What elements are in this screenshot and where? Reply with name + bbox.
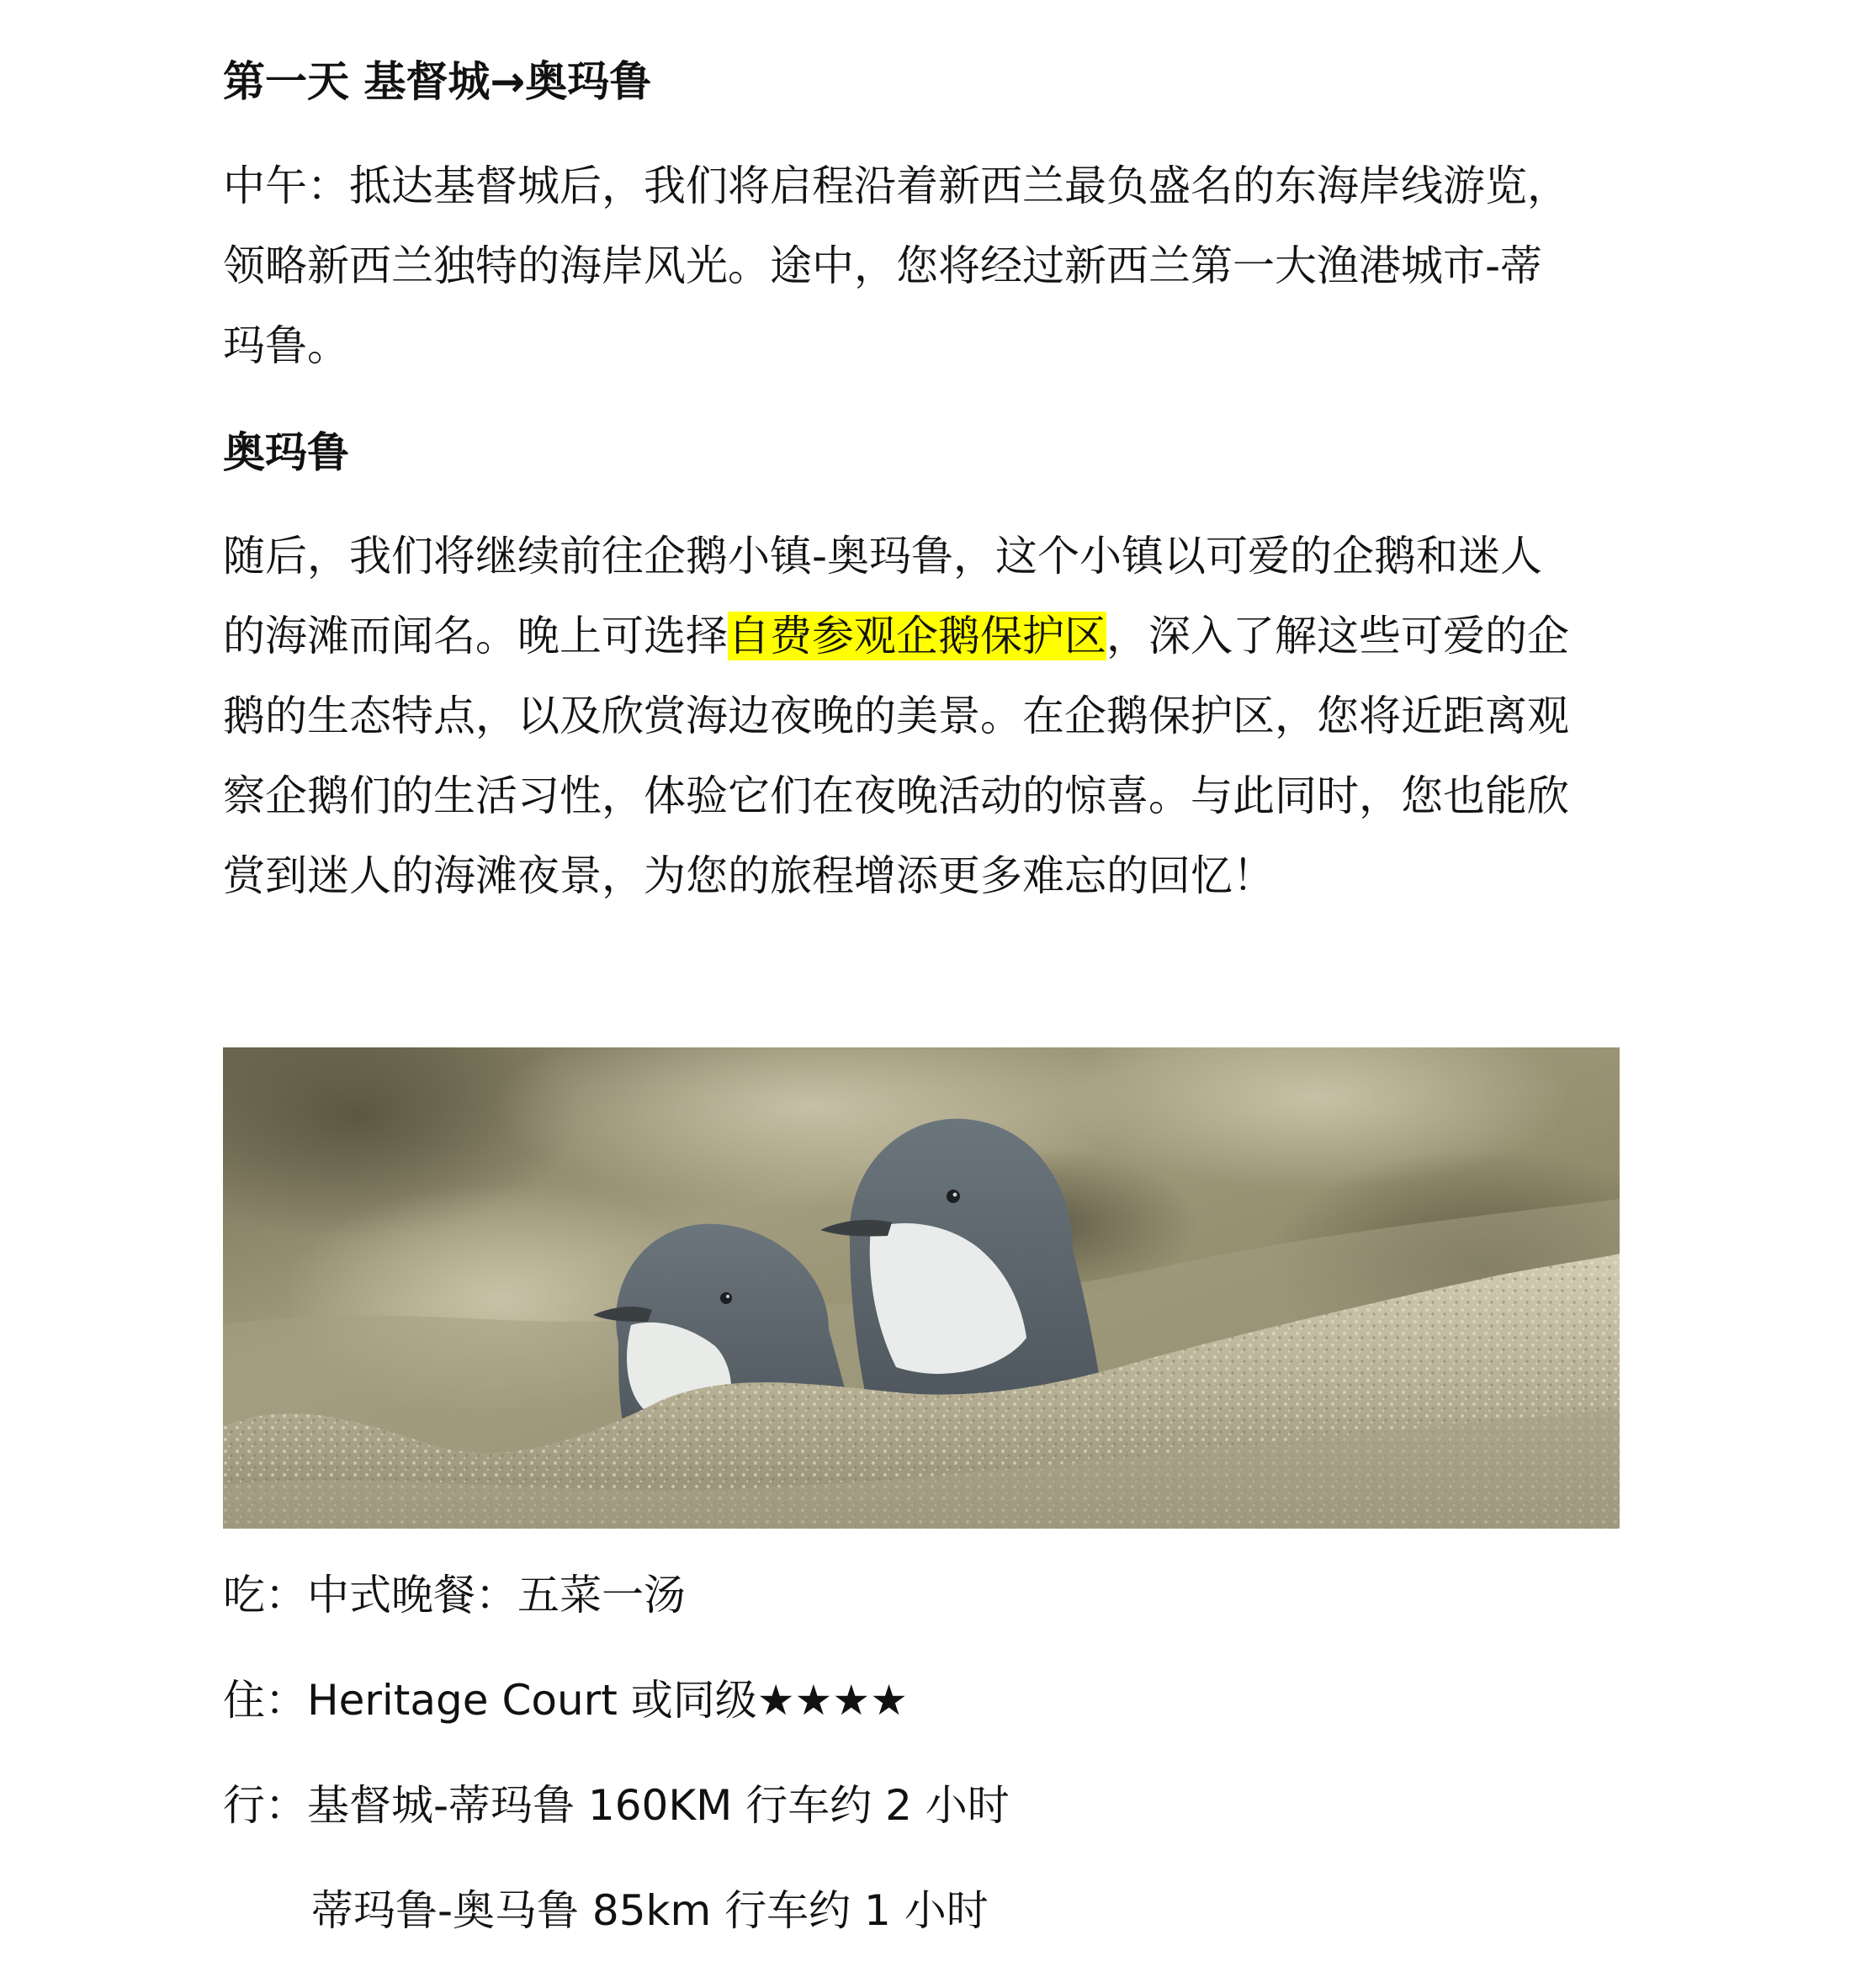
meal-info: 吃：中式晚餐：五菜一汤 <box>223 1571 686 1620</box>
oamaru-paragraph <box>223 517 1620 916</box>
noon-paragraph <box>223 146 1620 386</box>
transport-info-2: 蒂玛鲁-奥马鲁 85km 行车约 1 小时 <box>311 1886 989 1935</box>
oamaru-line-1: 随后，我们将继续前往企鹅小镇-奥玛鲁，这个小镇以可爱的企鹅和迷人 <box>223 532 1543 580</box>
oamaru-line-5: 赏到迷人的海滩夜景，为您的旅程增添更多难忘的回忆！ <box>223 851 1275 900</box>
transport-info-1: 行：基督城-蒂玛鲁 160KM 行车约 2 小时 <box>223 1781 1010 1830</box>
noon-line-3: 玛鲁。 <box>223 321 349 370</box>
noon-line-2: 领略新西兰独特的海岸风光。途中，您将经过新西兰第一大渔港城市-蒂 <box>223 241 1543 290</box>
oamaru-line-4: 察企鹅们的生活习性，体验它们在夜晚活动的惊喜。与此同时，您也能欣 <box>223 771 1569 820</box>
penguin-photo <box>223 1047 1620 1529</box>
section-heading: 奥玛鲁 <box>223 428 349 477</box>
oamaru-line-2-end: ，深入了解这些可爱的企 <box>1106 612 1569 660</box>
oamaru-line-2-start: 的海滩而闻名。晚上可选择 <box>223 612 728 660</box>
penguin-photo-illustration <box>223 1047 1620 1529</box>
noon-line-1: 中午：抵达基督城后，我们将启程沿着新西兰最负盛名的东海岸线游览， <box>223 162 1569 210</box>
oamaru-line-2 <box>223 596 1620 676</box>
day-heading: 第一天 基督城→奥玛鲁 <box>223 57 652 106</box>
hotel-info: 住：Heritage Court 或同级★★★★ <box>223 1676 908 1725</box>
optional-tour-highlight: 自费参观企鹅保护区 <box>728 612 1106 660</box>
oamaru-line-3: 鹅的生态特点，以及欣赏海边夜晚的美景。在企鹅保护区，您将近距离观 <box>223 692 1569 740</box>
